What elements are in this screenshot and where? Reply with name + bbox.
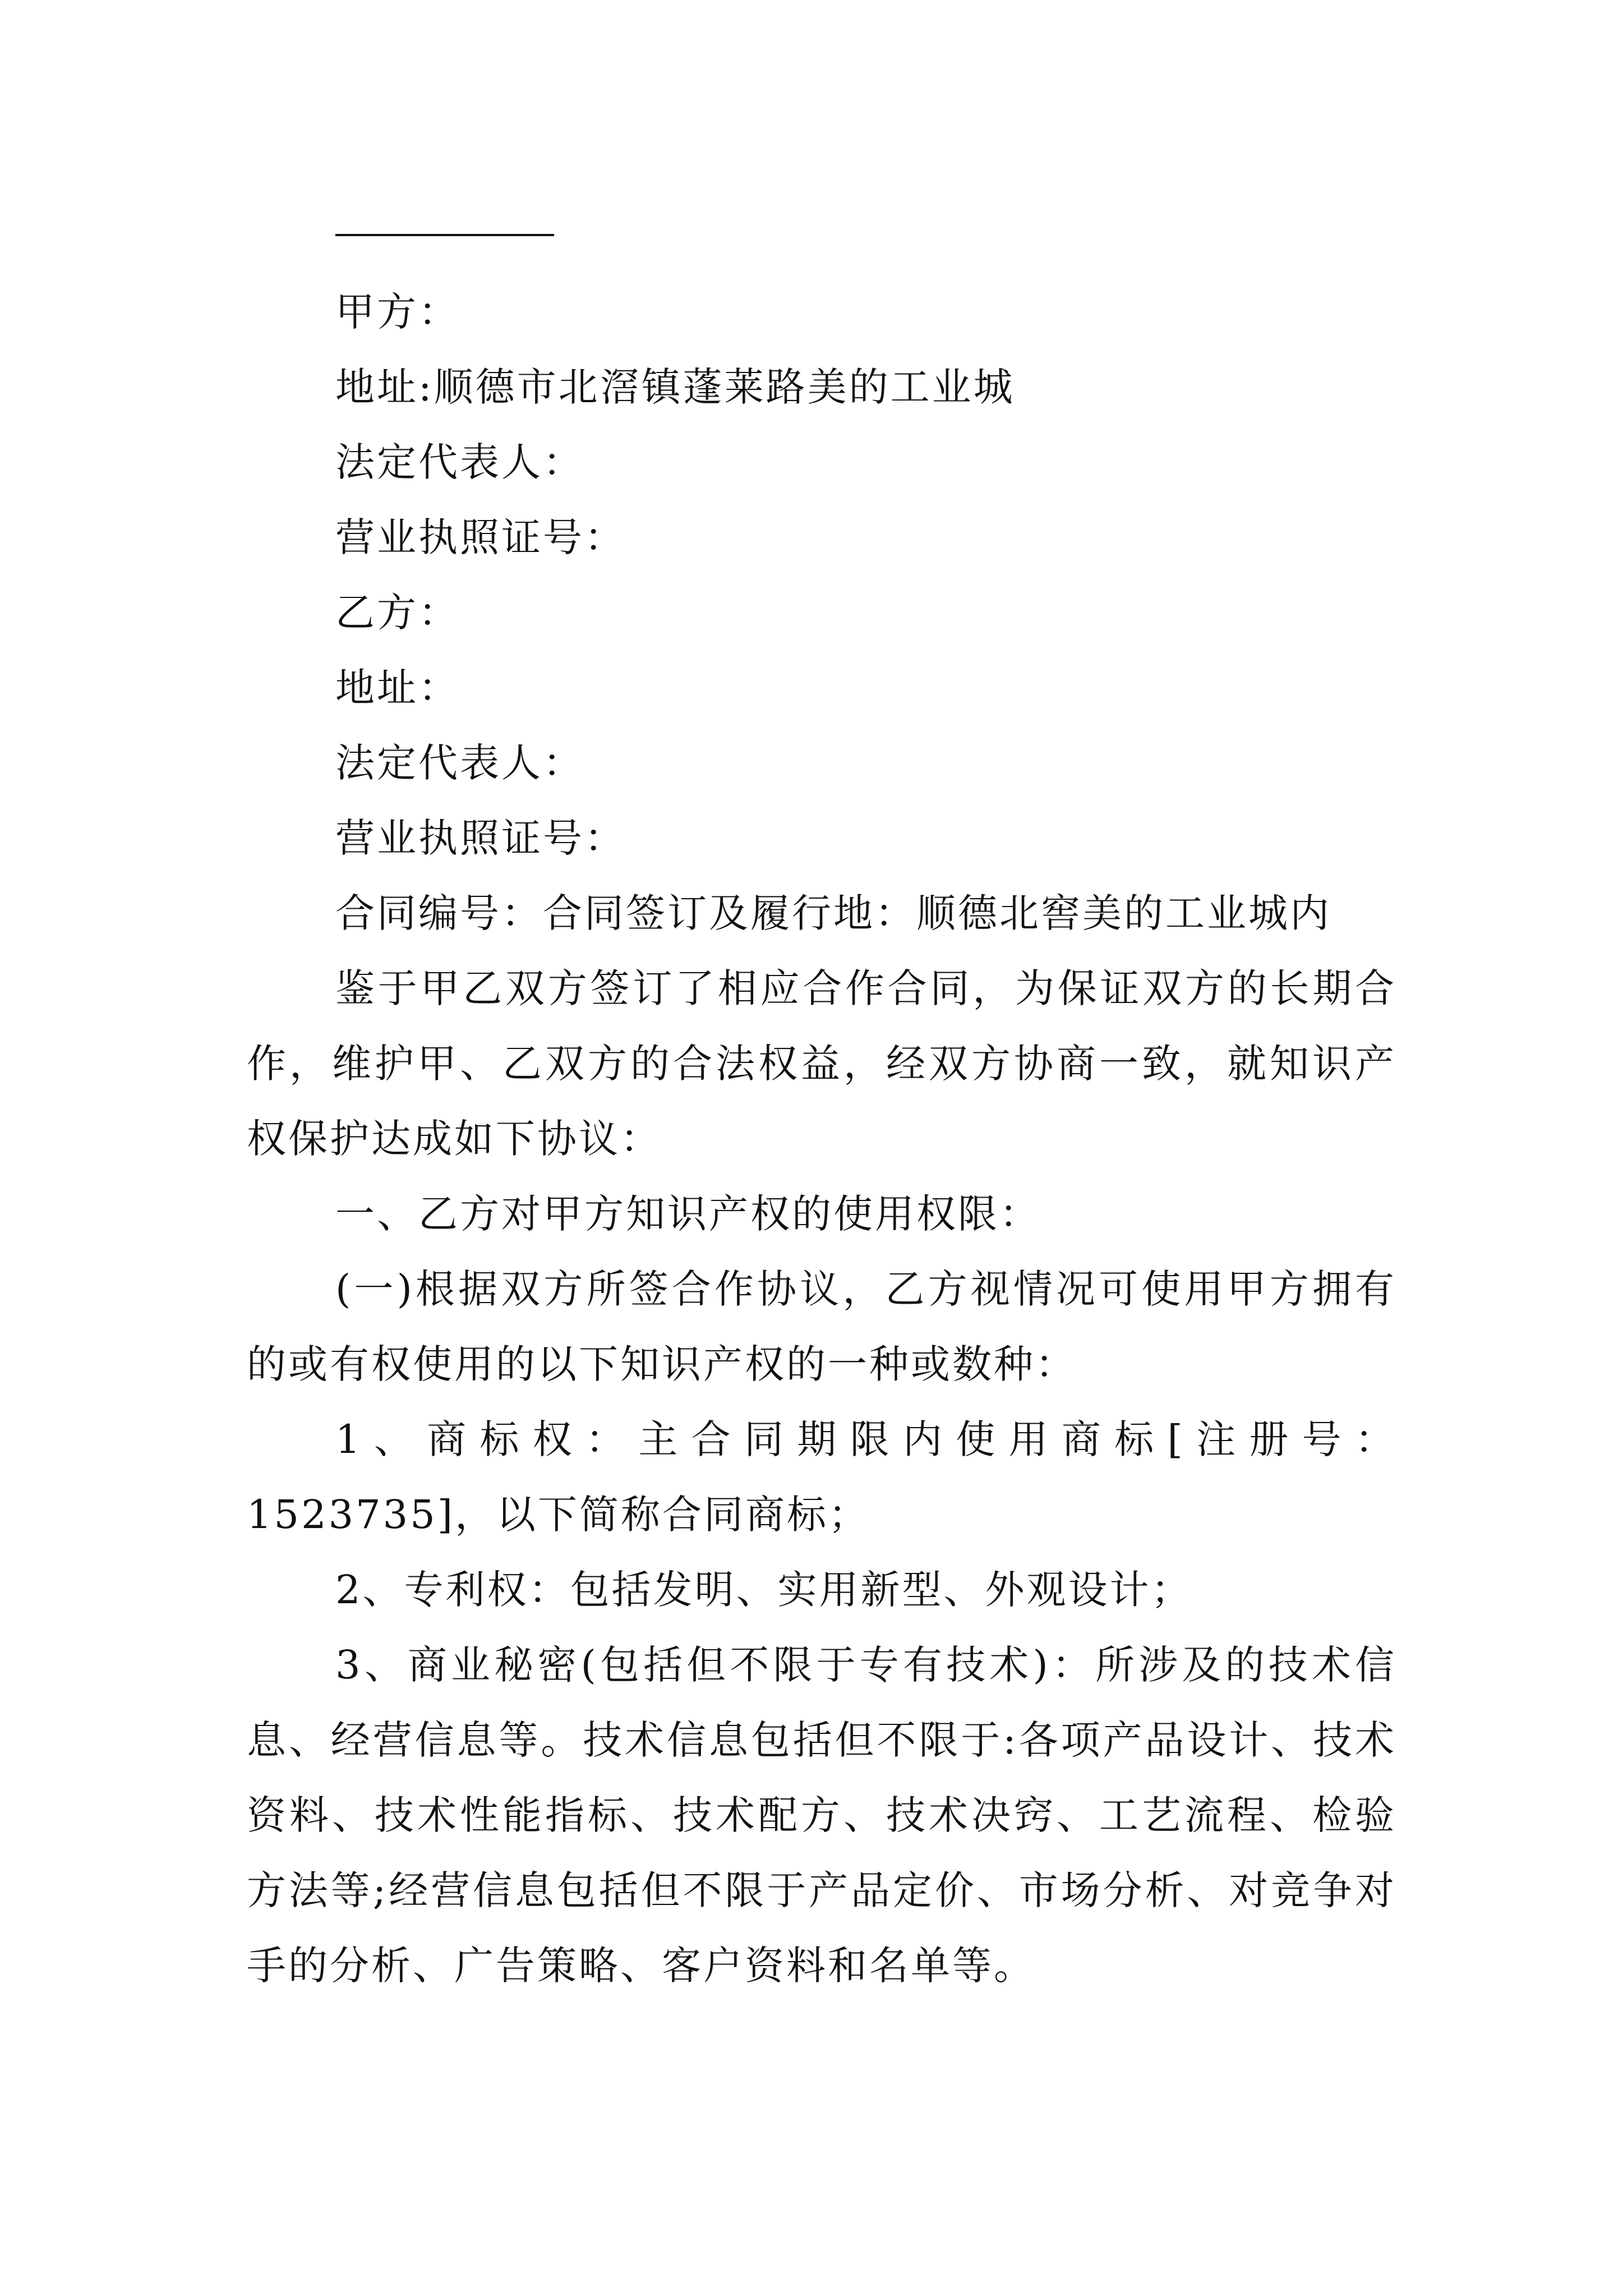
item-1-trademark: 1、商标权：主合同期限内使用商标[注册号：1523735]，以下简称合同商标； [247, 1416, 1396, 1538]
party-a-legal-rep: 法定代表人： [335, 439, 584, 485]
item-3-trade-secret: 3、商业秘密(包括但不限于专有技术)：所涉及的技术信息、经营信息等。技术信息包括但不限于:各项产品设计、技术资料、技术性能指标、技术配方、技术决窍、工艺流程、检验方法等;经营信息包括但不限于产品定价、市场分析、对竞争对手的分析、广告策略、客户资料和名单等。 [247, 1642, 1396, 1989]
party-a-address: 地址:顺德市北滘镇蓬莱路美的工业城 [335, 364, 1015, 410]
party-b-label: 乙方： [335, 590, 460, 636]
preamble-paragraph: 鉴于甲乙双方签订了相应合作合同，为保证双方的长期合作，维护甲、乙双方的合法权益，经双方协商一致，就知识产权保护达成如下协议： [247, 965, 1396, 1162]
separator-rule [335, 234, 554, 236]
party-b-license-no: 营业执照证号： [335, 815, 626, 861]
party-b-address: 地址： [335, 665, 460, 711]
clause-1-paragraph: (一)根据双方所签合作协议，乙方视情况可使用甲方拥有的或有权使用的以下知识产权的一种或数种： [247, 1266, 1396, 1387]
item-2-patent: 2、专利权：包括发明、实用新型、外观设计； [335, 1567, 1193, 1613]
document-body [247, 199, 1396, 2003]
contract-info: 合同编号：合同签订及履行地：顺德北窖美的工业城内 [335, 890, 1331, 936]
party-a-license-no: 营业执照证号： [335, 514, 626, 560]
section-1-title: 一、乙方对甲方知识产权的使用权限： [335, 1191, 1041, 1237]
party-b-legal-rep: 法定代表人： [335, 740, 584, 786]
party-a-label: 甲方： [335, 289, 460, 335]
